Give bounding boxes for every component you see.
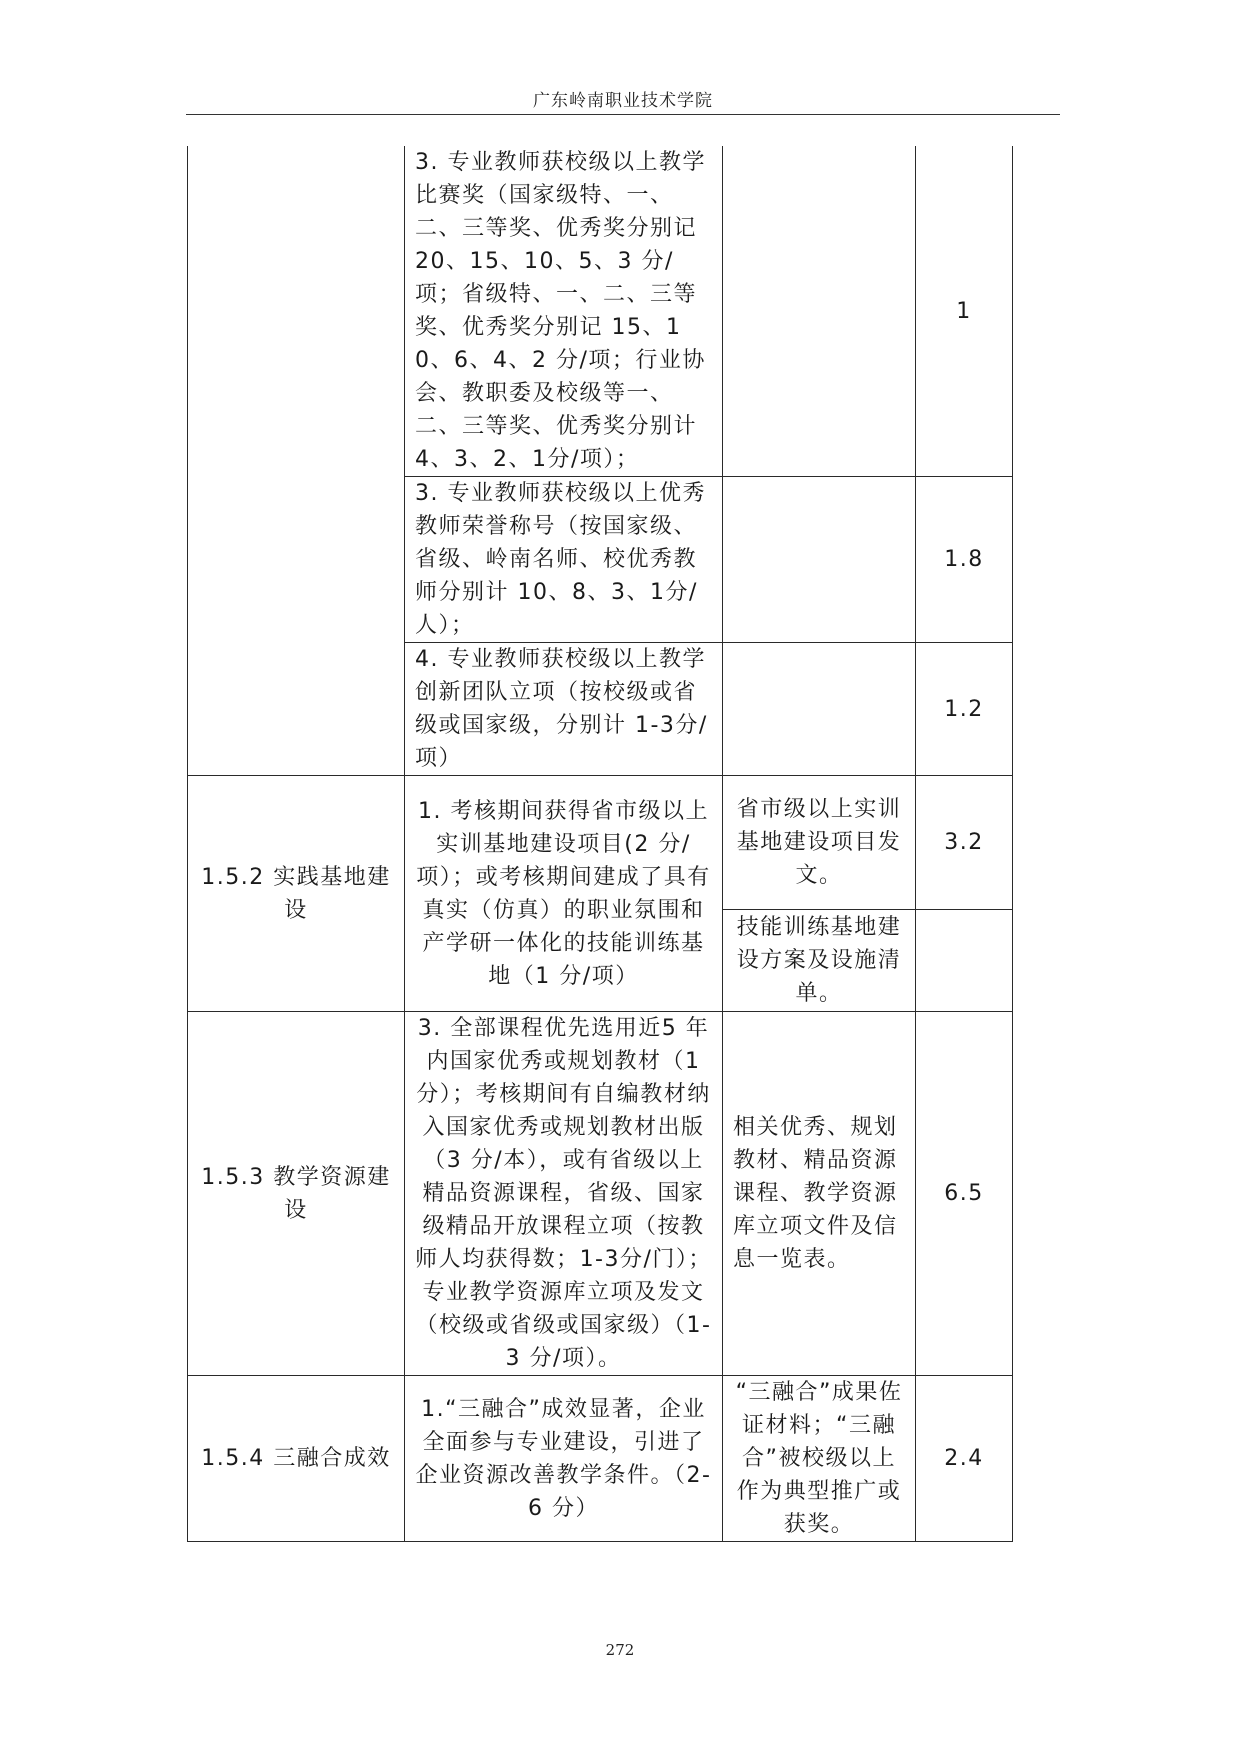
score-cell: [916, 910, 1013, 1012]
materials-cell: [723, 643, 916, 776]
item-cell: 1.5.2 实践基地建设: [188, 776, 405, 1012]
item-cell: 1.5.3 教学资源建设: [188, 1012, 405, 1376]
score-cell: 1: [916, 146, 1013, 477]
materials-cell: [723, 146, 916, 477]
score-cell: 6.5: [916, 1012, 1013, 1376]
criteria-cell: 1.“三融合”成效显著，企业全面参与专业建设，引进了企业资源改善教学条件。（2-6 分）: [405, 1376, 723, 1542]
criteria-cell: 3. 专业教师获校级以上优秀教师荣誉称号（按国家级、省级、岭南名师、校优秀教师分别计 10、8、3、1分/人）；: [405, 477, 723, 643]
materials-cell: [723, 477, 916, 643]
header-rule: [186, 114, 1060, 115]
criteria-cell: 3. 专业教师获校级以上教学比赛奖（国家级特、一、二、三等奖、优秀奖分别记20、15、10、5、3 分/项；省级特、一、二、三等奖、优秀奖分别记 15、10、6、4、2 分/项；行业协会、教职委及校级等一、二、三等奖、优秀奖分别计 4、3、2、1分/项）；: [405, 146, 723, 477]
table-row: [188, 1012, 1013, 1376]
materials-cell: “三融合”成果佐证材料；“三融合”被校级以上作为典型推广或获奖。: [723, 1376, 916, 1542]
score-cell: 3.2: [916, 776, 1013, 910]
page-header-title: 广东岭南职业技术学院: [533, 91, 713, 111]
score-cell: 1.8: [916, 477, 1013, 643]
materials-cell: 相关优秀、规划教材、精品资源课程、教学资源库立项文件及信息一览表。: [723, 1012, 916, 1376]
table-row: [188, 776, 1013, 910]
table-row: [188, 146, 1013, 477]
score-cell: 2.4: [916, 1376, 1013, 1542]
table-row: [188, 1376, 1013, 1542]
materials-cell: 技能训练基地建设方案及设施清单。: [723, 910, 916, 1012]
score-cell: 1.2: [916, 643, 1013, 776]
criteria-cell: 4. 专业教师获校级以上教学创新团队立项（按校级或省级或国家级，分别计 1-3分/项）: [405, 643, 723, 776]
page-number: 272: [605, 1641, 635, 1659]
materials-cell: 省市级以上实训基地建设项目发文。: [723, 776, 916, 910]
item-cell: [188, 146, 405, 776]
criteria-cell: 1. 考核期间获得省市级以上实训基地建设项目(2 分/项）；或考核期间建成了具有真实（仿真）的职业氛围和产学研一体化的技能训练基地（1 分/项）: [405, 776, 723, 1012]
item-cell: 1.5.4 三融合成效: [188, 1376, 405, 1542]
evaluation-table: [187, 146, 1013, 1542]
criteria-cell: 3. 全部课程优先选用近5 年内国家优秀或规划教材（1分）；考核期间有自编教材纳入国家优秀或规划教材出版（3 分/本），或有省级以上精品资源课程，省级、国家级精品开放课程立项（按教师人均获得数；1-3分/门）；专业教学资源库立项及发文（校级或省级或国家级）（1-3 分/项）。: [405, 1012, 723, 1376]
